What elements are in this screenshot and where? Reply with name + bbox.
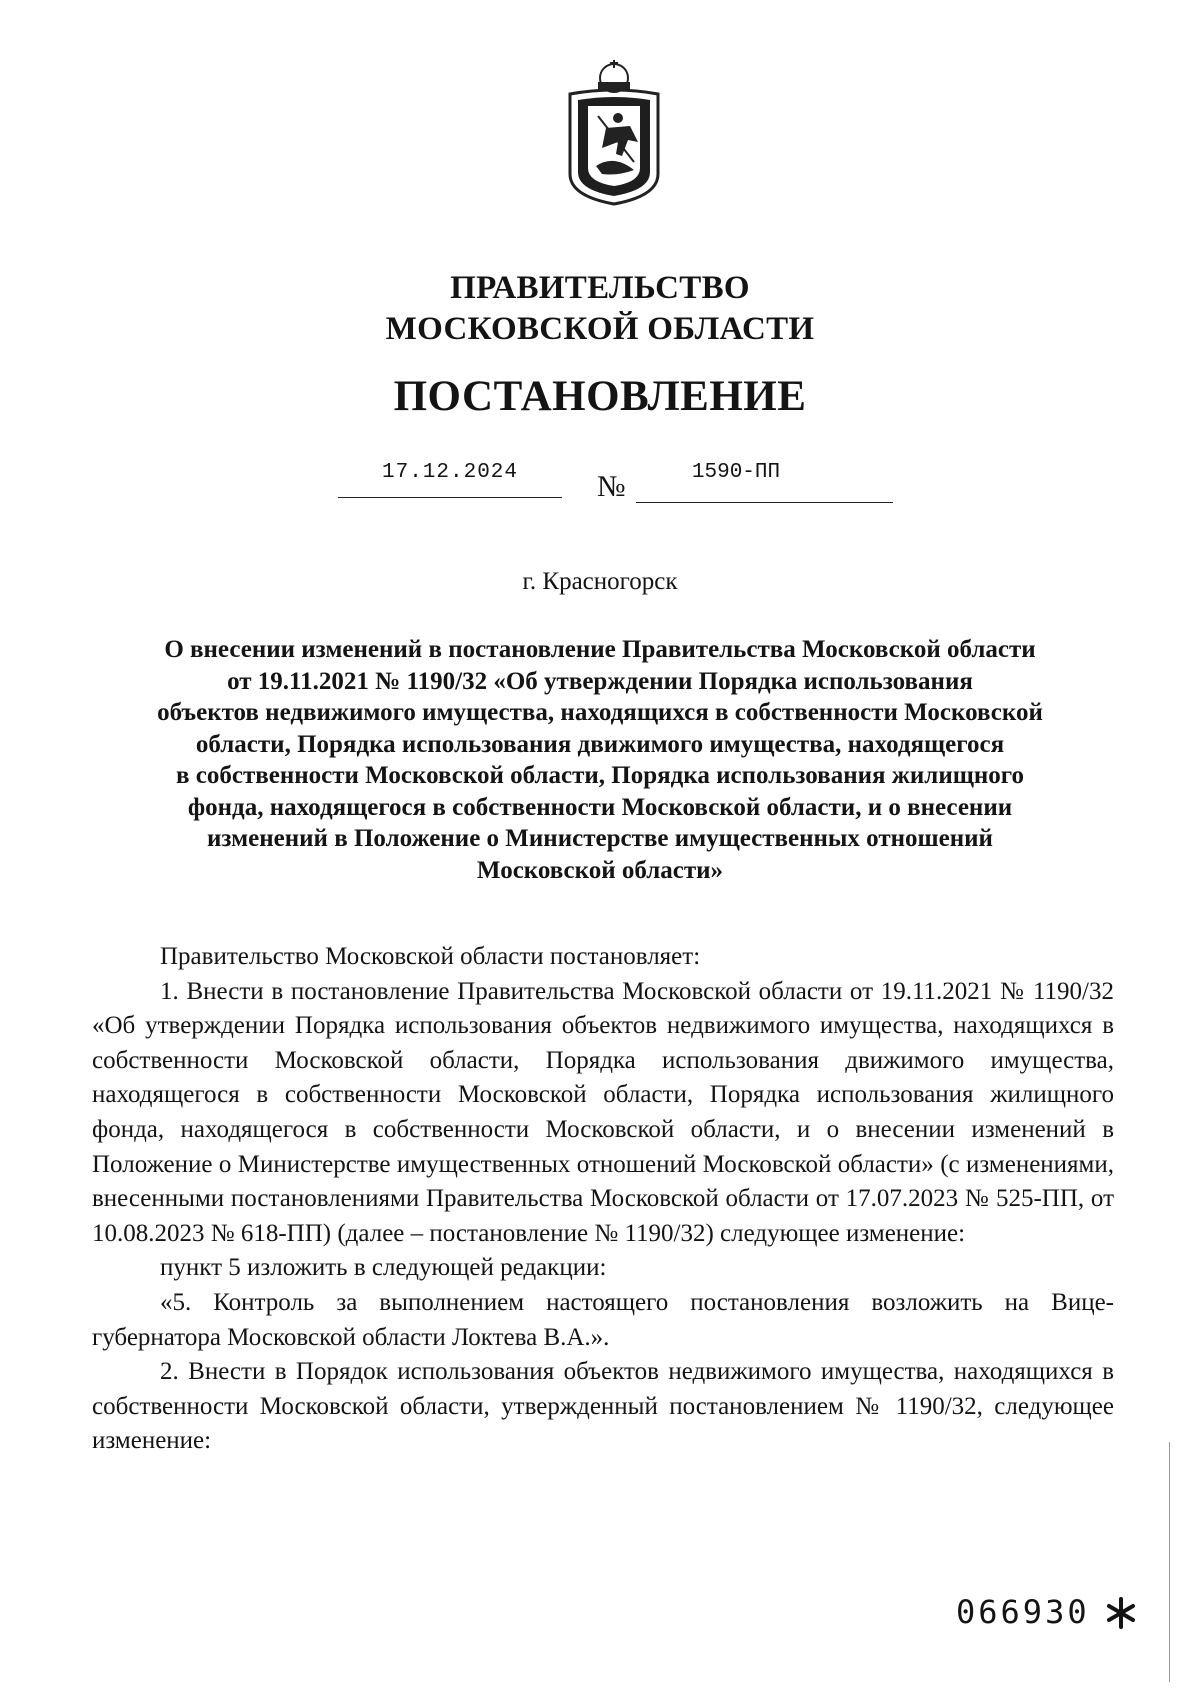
document-subject: [95, 634, 1105, 886]
org-name: [0, 268, 1200, 350]
body-paragraph: Правительство Московской области постановляет:: [160, 943, 701, 970]
org-name-line2: МОСКОВСКОЙ ОБЛАСТИ: [385, 311, 815, 347]
form-serial-number: 066930: [956, 1593, 1090, 1631]
document-number: 1590-ПП: [691, 461, 781, 484]
date-underline: [338, 497, 562, 498]
subject-line: в собственности Московской области, Порядка использования жилищного: [176, 762, 1024, 789]
asterisk-mark-icon: [1104, 1596, 1138, 1630]
body-paragraph: 1. Внести в постановление Правительства Московской области от 19.11.2021 № 1190/32 «Об утверждении Порядка использования объектов недвижимого имущества, находящихся в собственности Московской области, Порядка использования движимого имущества, находящегося в собственности Московской области, Порядка использования жилищного фонда, находящегося в собственности Московской области, и о внесении изменений в Положение о Министерстве имущественных отношений Московской области» (с изменениями, внесенными постановлениями Правительства Московской области от 17.07.2023 № 525-ПП, от 10.08.2023 № 618-ПП) (далее – постановление № 1190/32) следующее изменение:: [92, 977, 1114, 1247]
city-name: г. Красногорск: [522, 568, 678, 595]
number-underline: [636, 502, 893, 503]
document-body: [92, 940, 1114, 1459]
subject-line: фонда, находящегося в собственности Московской области, и о внесении: [187, 793, 1013, 821]
document-date: 17.12.2024: [381, 461, 519, 484]
margin-scan-line: [1169, 1442, 1170, 1682]
org-name-line1: ПРАВИТЕЛЬСТВО: [450, 270, 750, 306]
body-paragraph: «5. Контроль за выполнением настоящего постановления возложить на Вице-губернатора Московской области Локтева В.А.».: [92, 1288, 1114, 1351]
document-type: ПОСТАНОВЛЕНИЕ: [393, 373, 807, 420]
body-paragraph: пункт 5 изложить в следующей редакции:: [160, 1254, 607, 1282]
subject-line: изменений в Положение о Министерстве имущественных отношений: [207, 825, 993, 852]
subject-line: О внесении изменений в постановление Правительства Московской области: [164, 636, 1036, 663]
number-sign: №: [597, 470, 626, 503]
body-paragraph: 2. Внести в Порядок использования объектов недвижимого имущества, находящихся в собственности Московской области, утвержденный постановлением № 1190/32, следующее изменение:: [92, 1358, 1114, 1455]
moscow-oblast-coat-of-arms-icon: [558, 56, 670, 206]
subject-line: области, Порядка использования движимого имущества, находящегося: [195, 730, 1005, 758]
subject-line: от 19.11.2021 № 1190/32 «Об утверждении Порядка использования: [227, 667, 973, 695]
subject-line: Московской области»: [476, 856, 724, 884]
subject-line: объектов недвижимого имущества, находящихся в собственности Московской: [157, 699, 1043, 726]
